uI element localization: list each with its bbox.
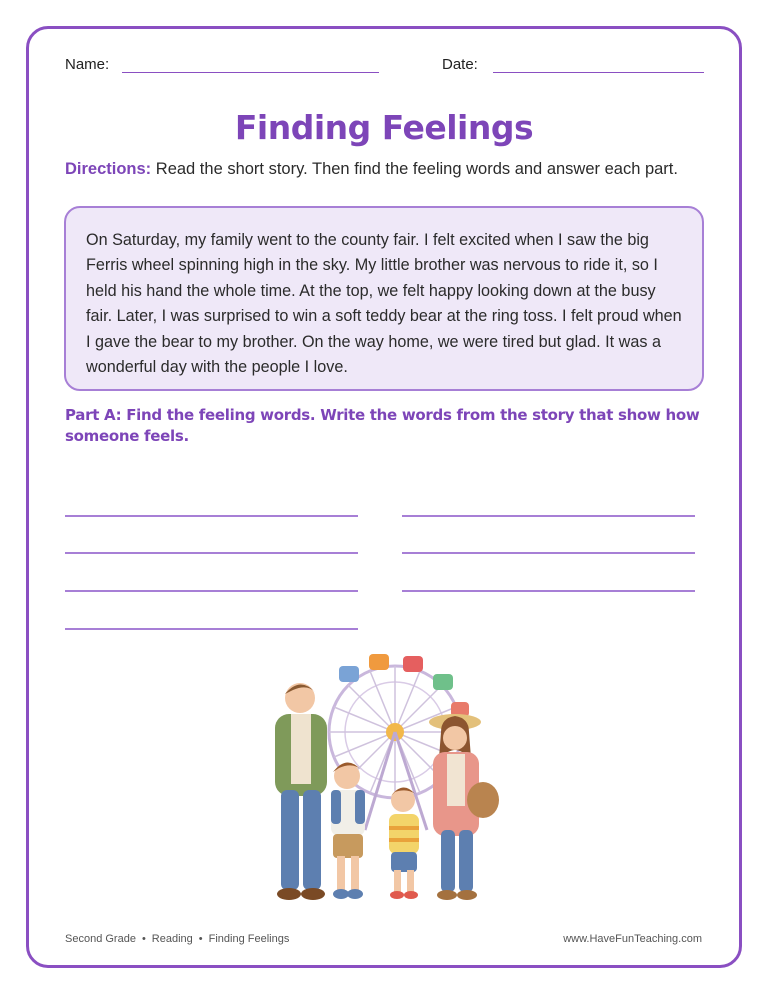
bullet-icon: • [198, 933, 203, 945]
directions-text: Read the short story. Then find the feeling words and answer each part. [155, 160, 678, 178]
older-son-figure-icon [331, 762, 365, 899]
date-label: Date: [442, 56, 478, 73]
answer-line[interactable] [65, 515, 358, 517]
page-title: Finding Feelings [234, 108, 534, 147]
answer-line[interactable] [402, 552, 695, 554]
part-a-prompt: Part A: Find the feeling words. Write the words from the story that show how someone feels. [65, 406, 700, 445]
bullet-icon: • [141, 933, 146, 945]
answer-line[interactable] [402, 590, 695, 592]
date-line[interactable] [493, 72, 704, 73]
directions-label: Directions: [65, 160, 152, 178]
footer-grade: Second Grade [65, 933, 136, 945]
mother-figure-icon [429, 714, 499, 900]
answer-line[interactable] [402, 515, 695, 517]
footer-topic: Finding Feelings [208, 933, 290, 945]
directions [65, 160, 715, 179]
story-box [64, 206, 704, 391]
name-line[interactable] [122, 72, 379, 73]
name-label: Name: [65, 56, 110, 73]
younger-son-figure-icon [389, 787, 419, 899]
father-figure-icon [275, 683, 327, 900]
family-ferris-wheel-illustration [255, 650, 515, 920]
footer-site-link[interactable]: www.HaveFunTeaching.com [563, 933, 702, 945]
answer-line[interactable] [65, 590, 358, 592]
footer-subject: Reading [151, 933, 193, 945]
answer-line[interactable] [65, 552, 358, 554]
name-date-row [65, 56, 705, 78]
story-text: On Saturday, my family went to the county fair. I felt excited when I saw the big Ferris wheel spinning high in the sky. My little brother was nervous to ride it, so I held his hand the whole time. At the top, we felt happy looking down at the busy fair. Later, I was surprised to win a soft teddy bear at the ring toss. I felt proud when I gave the bear to my brother. On the way home, we were tired but glad. It was a wonderful day with the people I love. [86, 231, 682, 377]
answer-line[interactable] [65, 628, 358, 630]
footer-breadcrumb [65, 933, 289, 945]
